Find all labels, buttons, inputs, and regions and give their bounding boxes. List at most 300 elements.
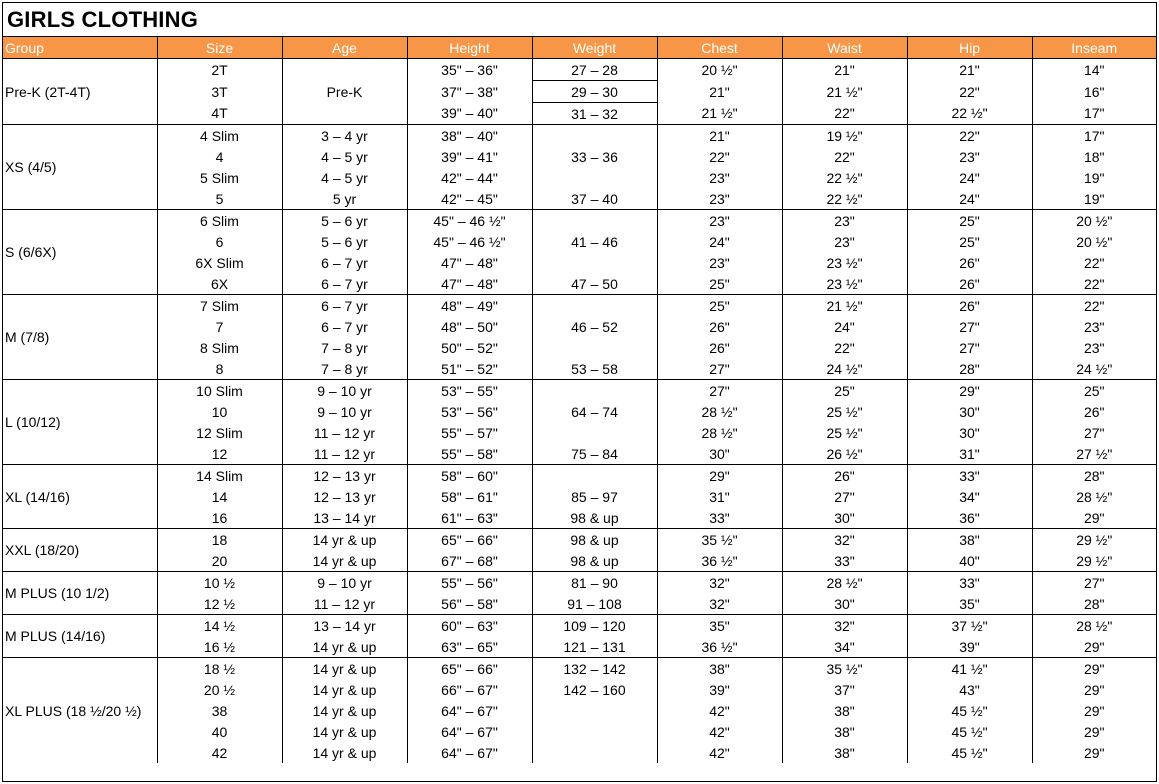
age-cell: 11 – 12 yr bbox=[282, 443, 407, 465]
inseam-cell: 16" bbox=[1032, 81, 1156, 103]
height-cell: 64" – 67" bbox=[407, 742, 532, 763]
group-label: Pre-K (2T-4T) bbox=[5, 83, 91, 100]
table-row bbox=[3, 636, 1156, 658]
chest-cell: 26" bbox=[657, 316, 782, 337]
size-cell: 12 Slim bbox=[157, 422, 282, 443]
chest-cell: 42" bbox=[657, 721, 782, 742]
age-cell: 14 yr & up bbox=[282, 679, 407, 700]
height-cell: 48" – 50" bbox=[407, 316, 532, 337]
waist-cell: 23" bbox=[782, 210, 907, 232]
weight-cell: 91 – 108 bbox=[532, 593, 657, 615]
size-cell: 4 bbox=[157, 146, 282, 167]
table-row bbox=[3, 401, 1156, 422]
chest-cell: 24" bbox=[657, 231, 782, 252]
height-cell: 48" – 49" bbox=[407, 295, 532, 317]
table-row bbox=[3, 252, 1156, 273]
hip-cell: 39" bbox=[907, 636, 1032, 658]
hip-cell: 33" bbox=[907, 465, 1032, 487]
height-cell: 66" – 67" bbox=[407, 679, 532, 700]
hip-cell: 25" bbox=[907, 210, 1032, 232]
hip-cell: 33" bbox=[907, 572, 1032, 594]
waist-cell: 22" bbox=[782, 146, 907, 167]
weight-cell: 64 – 74 bbox=[532, 401, 657, 422]
size-cell: 10 ½ bbox=[157, 572, 282, 594]
weight-cell: 98 & up bbox=[532, 550, 657, 572]
title-row bbox=[3, 3, 1156, 37]
inseam-cell: 27" bbox=[1032, 422, 1156, 443]
column-header-age: Age bbox=[282, 37, 407, 59]
table-row bbox=[3, 337, 1156, 358]
size-chart-table bbox=[3, 37, 1156, 763]
hip-cell: 27" bbox=[907, 316, 1032, 337]
age-cell: 14 yr & up bbox=[282, 721, 407, 742]
size-cell: 4 Slim bbox=[157, 125, 282, 147]
age-cell: 9 – 10 yr bbox=[282, 380, 407, 402]
column-header-chest: Chest bbox=[657, 37, 782, 59]
inseam-cell: 18" bbox=[1032, 146, 1156, 167]
column-header-height: Height bbox=[407, 37, 532, 59]
chest-cell: 26" bbox=[657, 337, 782, 358]
table-row bbox=[3, 721, 1156, 742]
waist-cell: 25 ½" bbox=[782, 401, 907, 422]
weight-cell: 132 – 142 bbox=[532, 658, 657, 680]
inseam-cell: 23" bbox=[1032, 316, 1156, 337]
size-cell: 5 bbox=[157, 188, 282, 210]
inseam-cell: 29" bbox=[1032, 700, 1156, 721]
waist-cell: 23" bbox=[782, 231, 907, 252]
size-cell: 14 bbox=[157, 486, 282, 507]
chest-cell: 32" bbox=[657, 593, 782, 615]
table-row bbox=[3, 486, 1156, 507]
weight-cell: 33 – 36 bbox=[532, 146, 657, 167]
hip-cell: 21" bbox=[907, 59, 1032, 81]
weight-cell: 31 – 32 bbox=[532, 103, 657, 125]
waist-cell: 25 ½" bbox=[782, 422, 907, 443]
size-cell: 40 bbox=[157, 721, 282, 742]
table-row bbox=[3, 572, 1156, 594]
table-row bbox=[3, 167, 1156, 188]
age-cell: 4 – 5 yr bbox=[282, 146, 407, 167]
table-row bbox=[3, 295, 1156, 317]
hip-cell: 40" bbox=[907, 550, 1032, 572]
waist-cell: 26 ½" bbox=[782, 443, 907, 465]
height-cell: 53" – 55" bbox=[407, 380, 532, 402]
weight-cell bbox=[532, 380, 657, 402]
table-row bbox=[3, 273, 1156, 295]
height-cell: 64" – 67" bbox=[407, 700, 532, 721]
chest-cell: 32" bbox=[657, 572, 782, 594]
chest-cell: 23" bbox=[657, 210, 782, 232]
weight-cell: 142 – 160 bbox=[532, 679, 657, 700]
size-cell: 18 bbox=[157, 529, 282, 551]
height-cell: 65" – 66" bbox=[407, 658, 532, 680]
hip-cell: 30" bbox=[907, 401, 1032, 422]
height-cell: 39" – 41" bbox=[407, 146, 532, 167]
group-label: XL (14/16) bbox=[3, 465, 157, 529]
weight-cell: 46 – 52 bbox=[532, 316, 657, 337]
table-row bbox=[3, 422, 1156, 443]
height-cell: 38" – 40" bbox=[407, 125, 532, 147]
age-cell: 13 – 14 yr bbox=[282, 615, 407, 637]
table-row bbox=[3, 358, 1156, 380]
weight-cell: 81 – 90 bbox=[532, 572, 657, 594]
age-cell: 12 – 13 yr bbox=[282, 486, 407, 507]
chest-cell: 22" bbox=[657, 146, 782, 167]
age-cell: 14 yr & up bbox=[282, 658, 407, 680]
size-cell: 4T bbox=[157, 103, 282, 125]
weight-cell: 98 & up bbox=[532, 529, 657, 551]
chest-cell: 28 ½" bbox=[657, 401, 782, 422]
table-header bbox=[3, 37, 1156, 59]
waist-cell: 38" bbox=[782, 721, 907, 742]
table-row bbox=[3, 210, 1156, 232]
table-row bbox=[3, 231, 1156, 252]
inseam-cell: 29" bbox=[1032, 679, 1156, 700]
chest-cell: 21 ½" bbox=[657, 103, 782, 125]
chest-cell: 25" bbox=[657, 295, 782, 317]
inseam-cell: 17" bbox=[1032, 125, 1156, 147]
hip-cell: 45 ½" bbox=[907, 742, 1032, 763]
height-cell: 64" – 67" bbox=[407, 721, 532, 742]
table-row bbox=[3, 742, 1156, 763]
age-cell: 12 – 13 yr bbox=[282, 465, 407, 487]
hip-cell: 26" bbox=[907, 295, 1032, 317]
inseam-cell: 29" bbox=[1032, 507, 1156, 529]
waist-cell: 21 ½" bbox=[782, 81, 907, 103]
size-cell: 6X bbox=[157, 273, 282, 295]
hip-cell: 41 ½" bbox=[907, 658, 1032, 680]
inseam-cell: 20 ½" bbox=[1032, 210, 1156, 232]
inseam-cell: 27" bbox=[1032, 572, 1156, 594]
chest-cell: 21" bbox=[657, 125, 782, 147]
column-header-waist: Waist bbox=[782, 37, 907, 59]
inseam-cell: 29" bbox=[1032, 658, 1156, 680]
chest-cell: 35 ½" bbox=[657, 529, 782, 551]
weight-cell bbox=[532, 337, 657, 358]
size-cell: 16 bbox=[157, 507, 282, 529]
weight-cell: 41 – 46 bbox=[532, 231, 657, 252]
waist-cell: 19 ½" bbox=[782, 125, 907, 147]
chest-cell: 39" bbox=[657, 679, 782, 700]
hip-cell: 37 ½" bbox=[907, 615, 1032, 637]
age-cell: 5 – 6 yr bbox=[282, 210, 407, 232]
hip-cell: 31" bbox=[907, 443, 1032, 465]
waist-cell: 24" bbox=[782, 316, 907, 337]
chest-cell: 35" bbox=[657, 615, 782, 637]
inseam-cell: 28" bbox=[1032, 465, 1156, 487]
height-cell: 55" – 58" bbox=[407, 443, 532, 465]
table-row bbox=[3, 679, 1156, 700]
size-cell: 6X Slim bbox=[157, 252, 282, 273]
size-chart-sheet bbox=[2, 2, 1157, 782]
height-cell: 42" – 44" bbox=[407, 167, 532, 188]
size-cell: 3T bbox=[157, 81, 282, 103]
weight-cell bbox=[532, 210, 657, 232]
hip-cell: 22" bbox=[907, 125, 1032, 147]
column-header-weight: Weight bbox=[532, 37, 657, 59]
size-cell: 16 ½ bbox=[157, 636, 282, 658]
chest-cell: 30" bbox=[657, 443, 782, 465]
page-title: GIRLS CLOTHING bbox=[7, 6, 199, 32]
column-header-hip: Hip bbox=[907, 37, 1032, 59]
height-cell: 37" – 38" bbox=[407, 81, 532, 103]
inseam-cell: 26" bbox=[1032, 401, 1156, 422]
weight-cell: 85 – 97 bbox=[532, 486, 657, 507]
waist-cell: 33" bbox=[782, 550, 907, 572]
size-cell: 7 Slim bbox=[157, 295, 282, 317]
table-row bbox=[3, 188, 1156, 210]
height-cell: 45" – 46 ½" bbox=[407, 231, 532, 252]
column-header-group: Group bbox=[3, 37, 157, 59]
inseam-cell: 19" bbox=[1032, 188, 1156, 210]
age-cell: 13 – 14 yr bbox=[282, 507, 407, 529]
chest-cell: 38" bbox=[657, 658, 782, 680]
table-row bbox=[3, 550, 1156, 572]
height-cell: 55" – 56" bbox=[407, 572, 532, 594]
hip-cell: 26" bbox=[907, 252, 1032, 273]
table-row bbox=[3, 443, 1156, 465]
inseam-cell: 23" bbox=[1032, 337, 1156, 358]
weight-cell bbox=[532, 252, 657, 273]
waist-cell: 22" bbox=[782, 103, 907, 125]
size-cell: 12 ½ bbox=[157, 593, 282, 615]
table-row bbox=[3, 316, 1156, 337]
table-row bbox=[3, 380, 1156, 402]
chest-cell: 28 ½" bbox=[657, 422, 782, 443]
size-cell: 5 Slim bbox=[157, 167, 282, 188]
waist-cell: 21" bbox=[782, 59, 907, 81]
height-cell: 65" – 66" bbox=[407, 529, 532, 551]
weight-cell bbox=[532, 465, 657, 487]
age-cell: 14 yr & up bbox=[282, 700, 407, 721]
age-cell: 6 – 7 yr bbox=[282, 316, 407, 337]
height-cell: 56" – 58" bbox=[407, 593, 532, 615]
age-cell: 14 yr & up bbox=[282, 742, 407, 763]
weight-cell: 121 – 131 bbox=[532, 636, 657, 658]
height-cell: 53" – 56" bbox=[407, 401, 532, 422]
chest-cell: 23" bbox=[657, 252, 782, 273]
waist-cell: 38" bbox=[782, 742, 907, 763]
inseam-cell: 24 ½" bbox=[1032, 358, 1156, 380]
age-cell: 6 – 7 yr bbox=[282, 252, 407, 273]
waist-cell: 30" bbox=[782, 593, 907, 615]
height-cell: 42" – 45" bbox=[407, 188, 532, 210]
weight-cell: 37 – 40 bbox=[532, 188, 657, 210]
size-cell: 7 bbox=[157, 316, 282, 337]
group-label: XXL (18/20) bbox=[3, 529, 157, 572]
hip-cell: 45 ½" bbox=[907, 700, 1032, 721]
height-cell: 67" – 68" bbox=[407, 550, 532, 572]
hip-cell: 34" bbox=[907, 486, 1032, 507]
chest-cell: 23" bbox=[657, 167, 782, 188]
hip-cell: 36" bbox=[907, 507, 1032, 529]
table-row bbox=[3, 507, 1156, 529]
waist-cell: 24 ½" bbox=[782, 358, 907, 380]
table-row bbox=[3, 103, 1156, 125]
hip-cell: 43" bbox=[907, 679, 1032, 700]
age-cell: 14 yr & up bbox=[282, 529, 407, 551]
age-cell: 7 – 8 yr bbox=[282, 358, 407, 380]
hip-cell: 24" bbox=[907, 167, 1032, 188]
height-cell: 39" – 40" bbox=[407, 103, 532, 125]
waist-cell: 25" bbox=[782, 380, 907, 402]
weight-cell bbox=[532, 167, 657, 188]
inseam-cell: 29 ½" bbox=[1032, 529, 1156, 551]
size-cell: 14 ½ bbox=[157, 615, 282, 637]
size-cell: 8 Slim bbox=[157, 337, 282, 358]
height-cell: 50" – 52" bbox=[407, 337, 532, 358]
chest-cell: 25" bbox=[657, 273, 782, 295]
waist-cell: 32" bbox=[782, 615, 907, 637]
height-cell: 55" – 57" bbox=[407, 422, 532, 443]
waist-cell: 26" bbox=[782, 465, 907, 487]
inseam-cell: 17" bbox=[1032, 103, 1156, 125]
waist-cell: 28 ½" bbox=[782, 572, 907, 594]
chest-cell: 33" bbox=[657, 507, 782, 529]
size-cell: 10 bbox=[157, 401, 282, 422]
size-cell: 8 bbox=[157, 358, 282, 380]
inseam-cell: 19" bbox=[1032, 167, 1156, 188]
chest-cell: 42" bbox=[657, 700, 782, 721]
table-row bbox=[3, 593, 1156, 615]
group-label: M PLUS (14/16) bbox=[3, 615, 157, 658]
size-cell: 20 ½ bbox=[157, 679, 282, 700]
height-cell: 63" – 65" bbox=[407, 636, 532, 658]
chest-cell: 42" bbox=[657, 742, 782, 763]
weight-cell: 75 – 84 bbox=[532, 443, 657, 465]
age-cell: 5 – 6 yr bbox=[282, 231, 407, 252]
waist-cell: 23 ½" bbox=[782, 273, 907, 295]
hip-cell: 38" bbox=[907, 529, 1032, 551]
weight-cell bbox=[532, 742, 657, 763]
age-cell: 9 – 10 yr bbox=[282, 572, 407, 594]
waist-cell: 35 ½" bbox=[782, 658, 907, 680]
inseam-cell: 14" bbox=[1032, 59, 1156, 81]
hip-cell: 25" bbox=[907, 231, 1032, 252]
size-cell: 14 Slim bbox=[157, 465, 282, 487]
age-cell: 4 – 5 yr bbox=[282, 167, 407, 188]
waist-cell: 32" bbox=[782, 529, 907, 551]
waist-cell: 27" bbox=[782, 486, 907, 507]
hip-cell: 45 ½" bbox=[907, 721, 1032, 742]
hip-cell: 22" bbox=[907, 81, 1032, 103]
height-cell: 47" – 48" bbox=[407, 273, 532, 295]
size-cell: 6 Slim bbox=[157, 210, 282, 232]
age-cell: 14 yr & up bbox=[282, 550, 407, 572]
age-cell: 7 – 8 yr bbox=[282, 337, 407, 358]
chest-cell: 20 ½" bbox=[657, 59, 782, 81]
table-row bbox=[3, 81, 1156, 103]
waist-cell: 38" bbox=[782, 700, 907, 721]
age-cell: 14 yr & up bbox=[282, 636, 407, 658]
table-body bbox=[3, 59, 1156, 764]
inseam-cell: 22" bbox=[1032, 252, 1156, 273]
table-row bbox=[3, 59, 1156, 81]
age-cell: 11 – 12 yr bbox=[282, 593, 407, 615]
chest-cell: 36 ½" bbox=[657, 636, 782, 658]
age-cell: Pre-K bbox=[282, 59, 407, 125]
hip-cell: 35" bbox=[907, 593, 1032, 615]
weight-cell bbox=[532, 295, 657, 317]
inseam-cell: 29" bbox=[1032, 721, 1156, 742]
hip-cell: 27" bbox=[907, 337, 1032, 358]
waist-cell: 22 ½" bbox=[782, 188, 907, 210]
size-cell: 6 bbox=[157, 231, 282, 252]
size-cell: 10 Slim bbox=[157, 380, 282, 402]
weight-cell bbox=[532, 700, 657, 721]
height-cell: 51" – 52" bbox=[407, 358, 532, 380]
weight-cell bbox=[532, 721, 657, 742]
age-cell: 11 – 12 yr bbox=[282, 422, 407, 443]
chest-cell: 36 ½" bbox=[657, 550, 782, 572]
hip-cell: 29" bbox=[907, 380, 1032, 402]
weight-cell: 29 – 30 bbox=[532, 81, 657, 103]
header-row bbox=[3, 37, 1156, 59]
height-cell: 58" – 61" bbox=[407, 486, 532, 507]
inseam-cell: 29 ½" bbox=[1032, 550, 1156, 572]
height-cell: 45" – 46 ½" bbox=[407, 210, 532, 232]
size-cell: 38 bbox=[157, 700, 282, 721]
column-header-size: Size bbox=[157, 37, 282, 59]
inseam-cell: 22" bbox=[1032, 295, 1156, 317]
group-label: M (7/8) bbox=[3, 295, 157, 380]
inseam-cell: 28 ½" bbox=[1032, 486, 1156, 507]
group-label: L (10/12) bbox=[3, 380, 157, 465]
weight-cell: 27 – 28 bbox=[532, 59, 657, 81]
waist-cell: 37" bbox=[782, 679, 907, 700]
age-cell: 9 – 10 yr bbox=[282, 401, 407, 422]
weight-cell: 53 – 58 bbox=[532, 358, 657, 380]
waist-cell: 23 ½" bbox=[782, 252, 907, 273]
table-row bbox=[3, 615, 1156, 637]
column-header-inseam: Inseam bbox=[1032, 37, 1156, 59]
inseam-cell: 25" bbox=[1032, 380, 1156, 402]
size-cell: 42 bbox=[157, 742, 282, 763]
inseam-cell: 27 ½" bbox=[1032, 443, 1156, 465]
weight-cell bbox=[532, 422, 657, 443]
size-cell: 18 ½ bbox=[157, 658, 282, 680]
waist-cell: 22" bbox=[782, 337, 907, 358]
hip-cell: 28" bbox=[907, 358, 1032, 380]
size-cell: 20 bbox=[157, 550, 282, 572]
weight-cell: 98 & up bbox=[532, 507, 657, 529]
chest-cell: 31" bbox=[657, 486, 782, 507]
size-cell: 12 bbox=[157, 443, 282, 465]
table-row bbox=[3, 658, 1156, 680]
size-cell: 2T bbox=[157, 59, 282, 81]
table-row bbox=[3, 146, 1156, 167]
hip-cell: 24" bbox=[907, 188, 1032, 210]
inseam-cell: 29" bbox=[1032, 742, 1156, 763]
waist-cell: 30" bbox=[782, 507, 907, 529]
height-cell: 35" – 36" bbox=[407, 59, 532, 81]
height-cell: 47" – 48" bbox=[407, 252, 532, 273]
height-cell: 58" – 60" bbox=[407, 465, 532, 487]
inseam-cell: 29" bbox=[1032, 636, 1156, 658]
table-row bbox=[3, 125, 1156, 147]
waist-cell: 34" bbox=[782, 636, 907, 658]
inseam-cell: 22" bbox=[1032, 273, 1156, 295]
group-label: S (6/6X) bbox=[3, 210, 157, 295]
weight-cell: 47 – 50 bbox=[532, 273, 657, 295]
group-label: M PLUS (10 1/2) bbox=[3, 572, 157, 615]
waist-cell: 21 ½" bbox=[782, 295, 907, 317]
age-cell: 3 – 4 yr bbox=[282, 125, 407, 147]
height-cell: 60" – 63" bbox=[407, 615, 532, 637]
table-row bbox=[3, 700, 1156, 721]
weight-cell: 109 – 120 bbox=[532, 615, 657, 637]
height-cell: 61" – 63" bbox=[407, 507, 532, 529]
